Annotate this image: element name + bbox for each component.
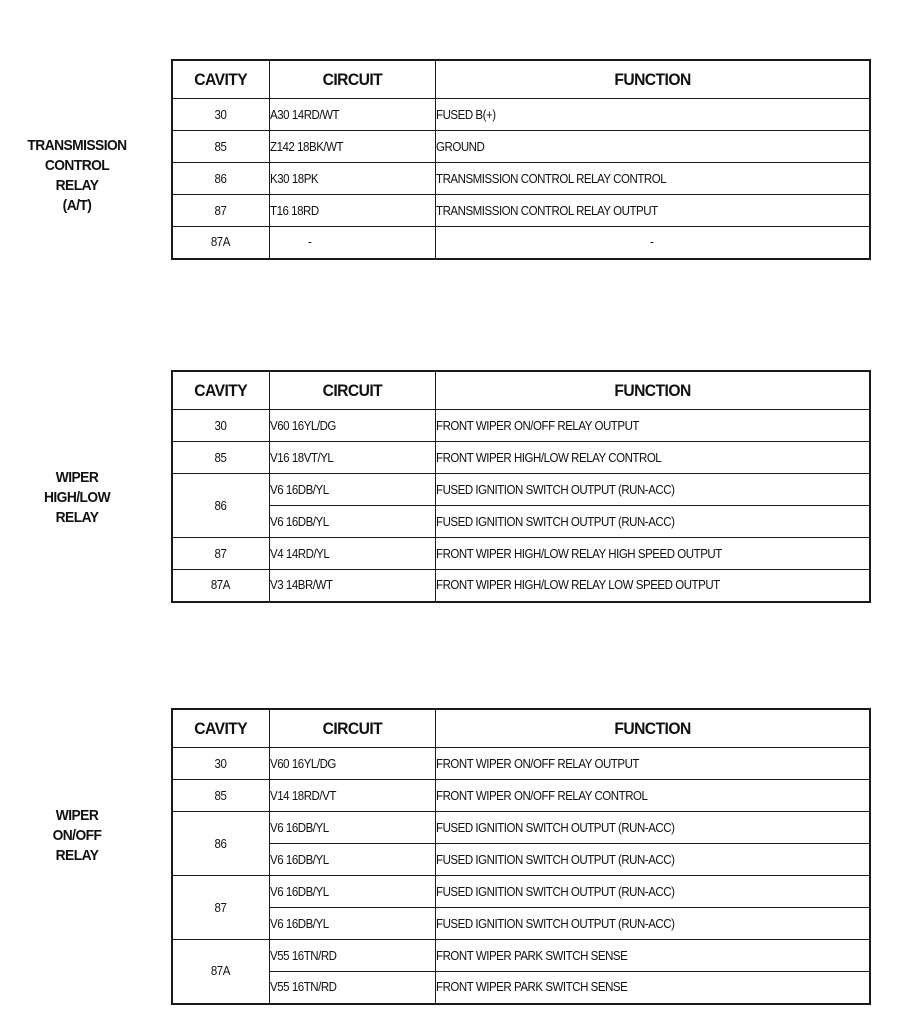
cavity-header: CAVITY [172,709,269,748]
cavity-cell: 86 [172,812,269,876]
function-header: FUNCTION [435,60,870,99]
circuit-cell: K30 18PK [269,163,435,195]
relay-label: TRANSMISSION CONTROL RELAY (A/T) [27,137,127,214]
function-cell: FRONT WIPER ON/OFF RELAY OUTPUT [435,748,870,780]
function-header: FUNCTION [435,371,870,410]
table-row [172,844,870,876]
circuit-cell: T16 18RD [269,195,435,227]
cavity-cell: 87A [172,570,269,602]
circuit-cell: V55 16TN/RD [269,940,435,972]
function-cell: TRANSMISSION CONTROL RELAY CONTROL [435,163,870,195]
table-header-row [172,371,870,410]
relay-label: WIPER ON/OFF RELAY [52,807,102,864]
circuit-cell: V6 16DB/YL [269,474,435,506]
circuit-cell: A30 14RD/WT [269,99,435,131]
function-cell: FRONT WIPER HIGH/LOW RELAY HIGH SPEED OUTPUT [435,538,870,570]
cavity-cell: 86 [172,163,269,195]
function-cell: FUSED B(+) [435,99,870,131]
function-cell: FUSED IGNITION SWITCH OUTPUT (RUN-ACC) [435,908,870,940]
cavity-cell: 30 [172,748,269,780]
circuit-cell: Z142 18BK/WT [269,131,435,163]
table-row [172,972,870,1004]
cavity-cell: 30 [172,99,269,131]
function-cell: FRONT WIPER PARK SWITCH SENSE [435,940,870,972]
circuit-cell: - [269,227,435,259]
function-cell: FUSED IGNITION SWITCH OUTPUT (RUN-ACC) [435,844,870,876]
pinout-table [171,370,871,603]
table-row [172,410,870,442]
table-row [172,538,870,570]
circuit-cell: V6 16DB/YL [269,506,435,538]
circuit-cell: V60 16YL/DG [269,748,435,780]
circuit-header: CIRCUIT [269,709,435,748]
table-row [172,163,870,195]
table-header-row [172,60,870,99]
table-row [172,474,870,506]
pinout-table [171,708,871,1005]
function-cell: FUSED IGNITION SWITCH OUTPUT (RUN-ACC) [435,506,870,538]
circuit-cell: V16 18VT/YL [269,442,435,474]
circuit-cell: V60 16YL/DG [269,410,435,442]
function-cell: FRONT WIPER ON/OFF RELAY CONTROL [435,780,870,812]
table-row [172,812,870,844]
cavity-header: CAVITY [172,371,269,410]
cavity-cell: 87 [172,538,269,570]
circuit-cell: V14 18RD/VT [269,780,435,812]
pinout-table [171,59,871,260]
table-header-row [172,709,870,748]
cavity-cell: 30 [172,410,269,442]
cavity-cell: 87 [172,195,269,227]
circuit-cell: V3 14BR/WT [269,570,435,602]
function-cell: - [435,227,870,259]
table-row [172,131,870,163]
table-row [172,876,870,908]
function-cell: FUSED IGNITION SWITCH OUTPUT (RUN-ACC) [435,812,870,844]
cavity-cell: 86 [172,474,269,538]
function-cell: FRONT WIPER PARK SWITCH SENSE [435,972,870,1004]
function-cell: FRONT WIPER ON/OFF RELAY OUTPUT [435,410,870,442]
table-row [172,780,870,812]
cavity-cell: 85 [172,131,269,163]
cavity-cell: 87A [172,227,269,259]
function-cell: FUSED IGNITION SWITCH OUTPUT (RUN-ACC) [435,876,870,908]
cavity-header: CAVITY [172,60,269,99]
cavity-cell: 85 [172,442,269,474]
cavity-cell: 87 [172,876,269,940]
function-cell: FUSED IGNITION SWITCH OUTPUT (RUN-ACC) [435,474,870,506]
table-row [172,908,870,940]
function-cell: TRANSMISSION CONTROL RELAY OUTPUT [435,195,870,227]
circuit-cell: V6 16DB/YL [269,876,435,908]
table-row [172,748,870,780]
circuit-cell: V6 16DB/YL [269,812,435,844]
relay-label: WIPER HIGH/LOW RELAY [43,469,111,526]
circuit-cell: V4 14RD/YL [269,538,435,570]
circuit-header: CIRCUIT [269,60,435,99]
cavity-cell: 87A [172,940,269,1004]
cavity-cell: 85 [172,780,269,812]
circuit-header: CIRCUIT [269,371,435,410]
table-row [172,570,870,602]
table-row [172,195,870,227]
table-row [172,940,870,972]
table-row [172,227,870,259]
table-row [172,506,870,538]
circuit-cell: V6 16DB/YL [269,908,435,940]
function-cell: FRONT WIPER HIGH/LOW RELAY LOW SPEED OUTPUT [435,570,870,602]
table-row [172,99,870,131]
function-cell: GROUND [435,131,870,163]
function-cell: FRONT WIPER HIGH/LOW RELAY CONTROL [435,442,870,474]
function-header: FUNCTION [435,709,870,748]
circuit-cell: V6 16DB/YL [269,844,435,876]
circuit-cell: V55 16TN/RD [269,972,435,1004]
table-row [172,442,870,474]
